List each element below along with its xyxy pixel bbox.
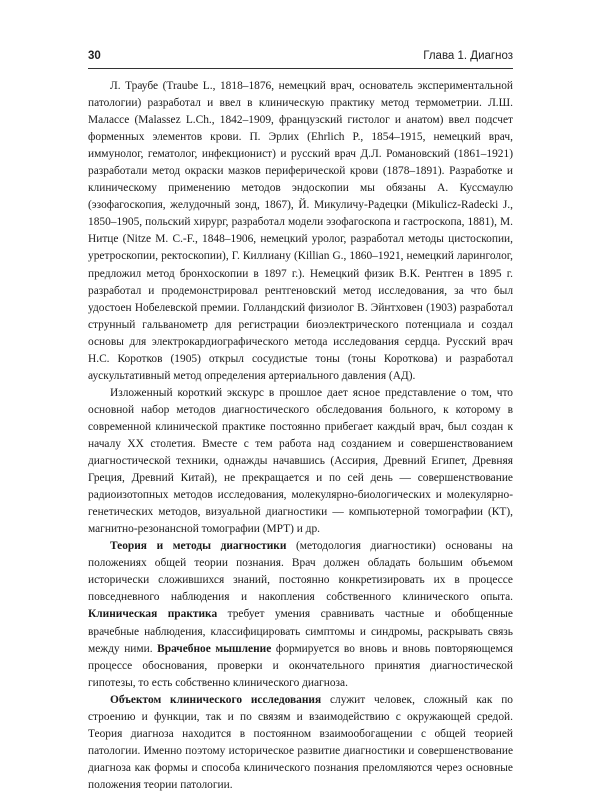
object-text: служит человек, сложный как по строению и функции, так и по связям и взаимодействию с окружающей средой. Теория диагноза находится в постоянном взаимообогащении с общей теорией патологии. Именно поэтому историческое развитие диагностики и совершенствование диагноза как формы и способа клинического познания преломляются через основные положения теории патологии. (88, 693, 513, 791)
paragraph-summary (88, 385, 513, 538)
paragraph-theory (88, 538, 513, 691)
theory-text-3: формируется во вновь и вновь повторяющемся процессе обоснования, проверки и окончательного принятия диагностической гипотезы, то есть собственно клинического диагноза. (88, 642, 513, 689)
term-theory-methods: Теория и методы диагностики (110, 540, 287, 553)
term-clinical-practice: Клиническая практика (88, 608, 218, 621)
page-number: 30 (88, 50, 101, 62)
term-medical-thinking: Врачебное мышление (157, 642, 272, 655)
term-object-of-study: Объектом клинического исследования (110, 693, 322, 706)
chapter-title: Глава 1. Диагноз (423, 50, 513, 62)
paragraph-object (88, 692, 513, 794)
theory-text-2: требует умения сравнивать частные и обобщенные врачебные наблюдения, классифицировать симптомы и синдромы, раскрывать связь между ними. (88, 608, 513, 655)
paragraph-summary-text: Изложенный короткий экскурс в прошлое дает ясное представление о том, что основной набор методов диагностического обследования больного, к которому в современной клинической практике постоянно прибегает каждый врач, был создан к началу XX столетия. Вместе с тем работа над созданием и совершенствованием диагностической техники, однажды начавшись (Ассирия, Древний Египет, Древняя Греция, Древний Китай), не прекращается и по сей день — совершенствование радиоизотопных методов исследования, молекулярно-биологических и молекулярно-генетических методов, визуальной диагностики — компьютерной томографии (КТ), магнитно-резонансной томографии (МРТ) и др. (88, 386, 513, 536)
running-head (88, 50, 513, 66)
body-text (88, 78, 513, 794)
paragraph-history (88, 78, 513, 385)
header-rule (88, 68, 513, 69)
theory-text-1: (методология диагностики) основаны на положениях общей теории познания. Врач должен обладать большим объемом исторически сложившихся знаний, постоянно конкретизировать их в процессе повседневного наблюдения и накопления собственного клинического опыта. (88, 540, 513, 604)
paragraph-history-text: Л. Траубе (Traube L., 1818–1876, немецкий врач, основатель экспериментальной патологии) разработал и ввел в клиническую практику метод термометрии. Л.Ш. Малассе (Malassez L.Ch., 1842–1909, французский гистолог и анатом) ввел подсчет форменных элементов крови. П. Эрлих (Ehrlich P., 1854–1915, немецкий врач, иммунолог, гематолог, инфекционист) и русский врач Д.Л. Романовский (1861–1921) разработали метод окраски мазков периферической крови (1878–1891). Разработке и клиническому применению методов эндоскопии мы обязаны А. Куссмаулю (эзофагоскопия, желудочный зонд, 1867), Й. Микуличу-Радецки (Mikulicz-Radecki J., 1850–1905, польский хирург, разработал модели эзофагоскопа и гастроскопа, 1881), М. Нитце (Nitze M. C.-F., 1848–1906, немецкий уролог, разработал методы цистоскопии, уретроскопии, ректоскопии), Г. Киллиану (Killian G., 1860–1921, немецкий ларинголог, предложил метод бронхоскопии в 1897 г.). Немецкий физик В.К. Рентген в 1895 г. разработал и продемонстрировал рентгеновский метод исследования, за что был удостоен Нобелевской премии. Голландский физиолог В. Эйнтховен (1903) разработал струнный гальванометр для регистрации биоэлектрического потенциала и создал основы для электрокардиографического метода исследования сердца. Русский врач Н.С. Коротков (1905) открыл сосудистые тоны (тоны Короткова) и разработал аускультативный метод определения артериального давления (АД). (88, 80, 513, 382)
